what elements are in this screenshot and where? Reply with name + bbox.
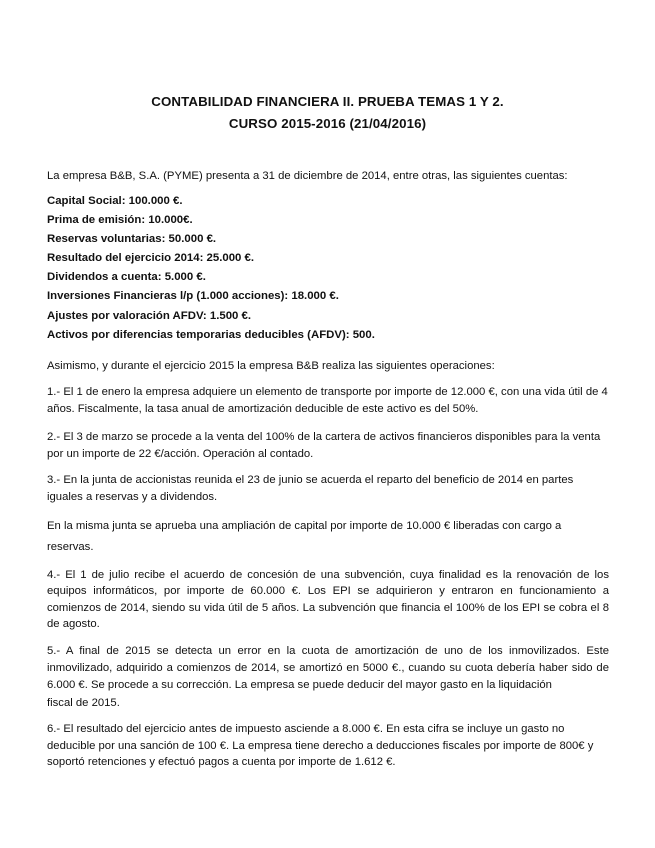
document-title-line-2: CURSO 2015-2016 (21/04/2016) bbox=[228, 116, 427, 131]
operation-4-paragraph: 4.- El 1 de julio recibe el acuerdo de concesión de una subvención, cuya finalidad es la renovación de los equipos informáticos, por importe de 60.000 €. Los EPI se adquirieron y entraron en funcionamiento a comienzos de 2014, siendo su vida útil de 5 años. La subvención que financia el 100% de los EPI se cobra el 8 de agosto. bbox=[47, 569, 609, 631]
account-capital-social: Capital Social: 100.000 €. bbox=[47, 195, 183, 207]
operation-5-paragraph: 5.- A final de 2015 se detecta un error en la cuota de amortización de uno de los inmovilizados. Este inmovilizado, adquirido a comienzos de 2014, se amortizó en 5000 €., cuando su cuota debería haber sido de 6.000 €. Se procede a su corrección. La empresa se puede deducir del mayor gasto en la liquidación bbox=[47, 645, 609, 691]
account-reservas-voluntarias: Reservas voluntarias: 50.000 €. bbox=[47, 233, 217, 246]
operation-1-paragraph: 1.- El 1 de enero la empresa adquiere un elemento de transporte por importe de 12.000 €, con una vida útil de 4 años. Fiscalmente, la tasa anual de amortización deducible de este activo es del 50%. bbox=[47, 386, 608, 415]
account-activos-diferencias: Activos por diferencias temporarias deducibles (AFDV): 500. bbox=[47, 328, 375, 341]
operation-5-block bbox=[47, 643, 609, 714]
account-dividendos-cuenta: Dividendos a cuenta: 5.000 €. bbox=[47, 271, 206, 284]
account-resultado-ejercicio: Resultado del ejercicio 2014: 25.000 €. bbox=[47, 252, 255, 265]
intro-paragraph: La empresa B&B, S.A. (PYME) presenta a 31 de diciembre de 2014, entre otras, las siguientes cuentas: bbox=[47, 170, 568, 182]
account-prima-emision: Prima de emisión: 10.000€. bbox=[47, 214, 193, 227]
account-ajustes-valoracion: Ajustes por valoración AFDV: 1.500 €. bbox=[47, 309, 252, 322]
operation-5-last-line: fiscal de 2015. bbox=[47, 697, 120, 710]
account-inversiones-financieras: Inversiones Financieras l/p (1.000 acciones): 18.000 €. bbox=[47, 290, 339, 303]
operation-6-paragraph: 6.- El resultado del ejercicio antes de impuesto asciende a 8.000 €. En esta cifra se incluye un gasto no deducible por una sanción de 100 €. La empresa tiene derecho a deducciones fiscales por importe de 800€ y soportó retenciones y efectuó pagos a cuenta por importe de 1.612 €. bbox=[47, 723, 594, 769]
operation-3-paragraph: 3.- En la junta de accionistas reunida el 23 de junio se acuerda el reparto del beneficio de 2014 en partes iguales a reservas y a dividendos. bbox=[47, 474, 574, 503]
operation-3-extra-paragraph: En la misma junta se aprueba una ampliación de capital por importe de 10.000 € liberadas con cargo a reservas. bbox=[47, 520, 562, 553]
document-title-line-1: CONTABILIDAD FINANCIERA II. PRUEBA TEMAS 1 Y 2. bbox=[151, 94, 504, 109]
operation-2-paragraph: 2.- El 3 de marzo se procede a la venta del 100% de la cartera de activos financieros disponibles para la venta por un importe de 22 €/acción. Operación al contado. bbox=[47, 431, 601, 460]
operations-intro-paragraph: Asimismo, y durante el ejercicio 2015 la empresa B&B realiza las siguientes operaciones: bbox=[47, 360, 495, 372]
accounts-list bbox=[47, 192, 609, 345]
